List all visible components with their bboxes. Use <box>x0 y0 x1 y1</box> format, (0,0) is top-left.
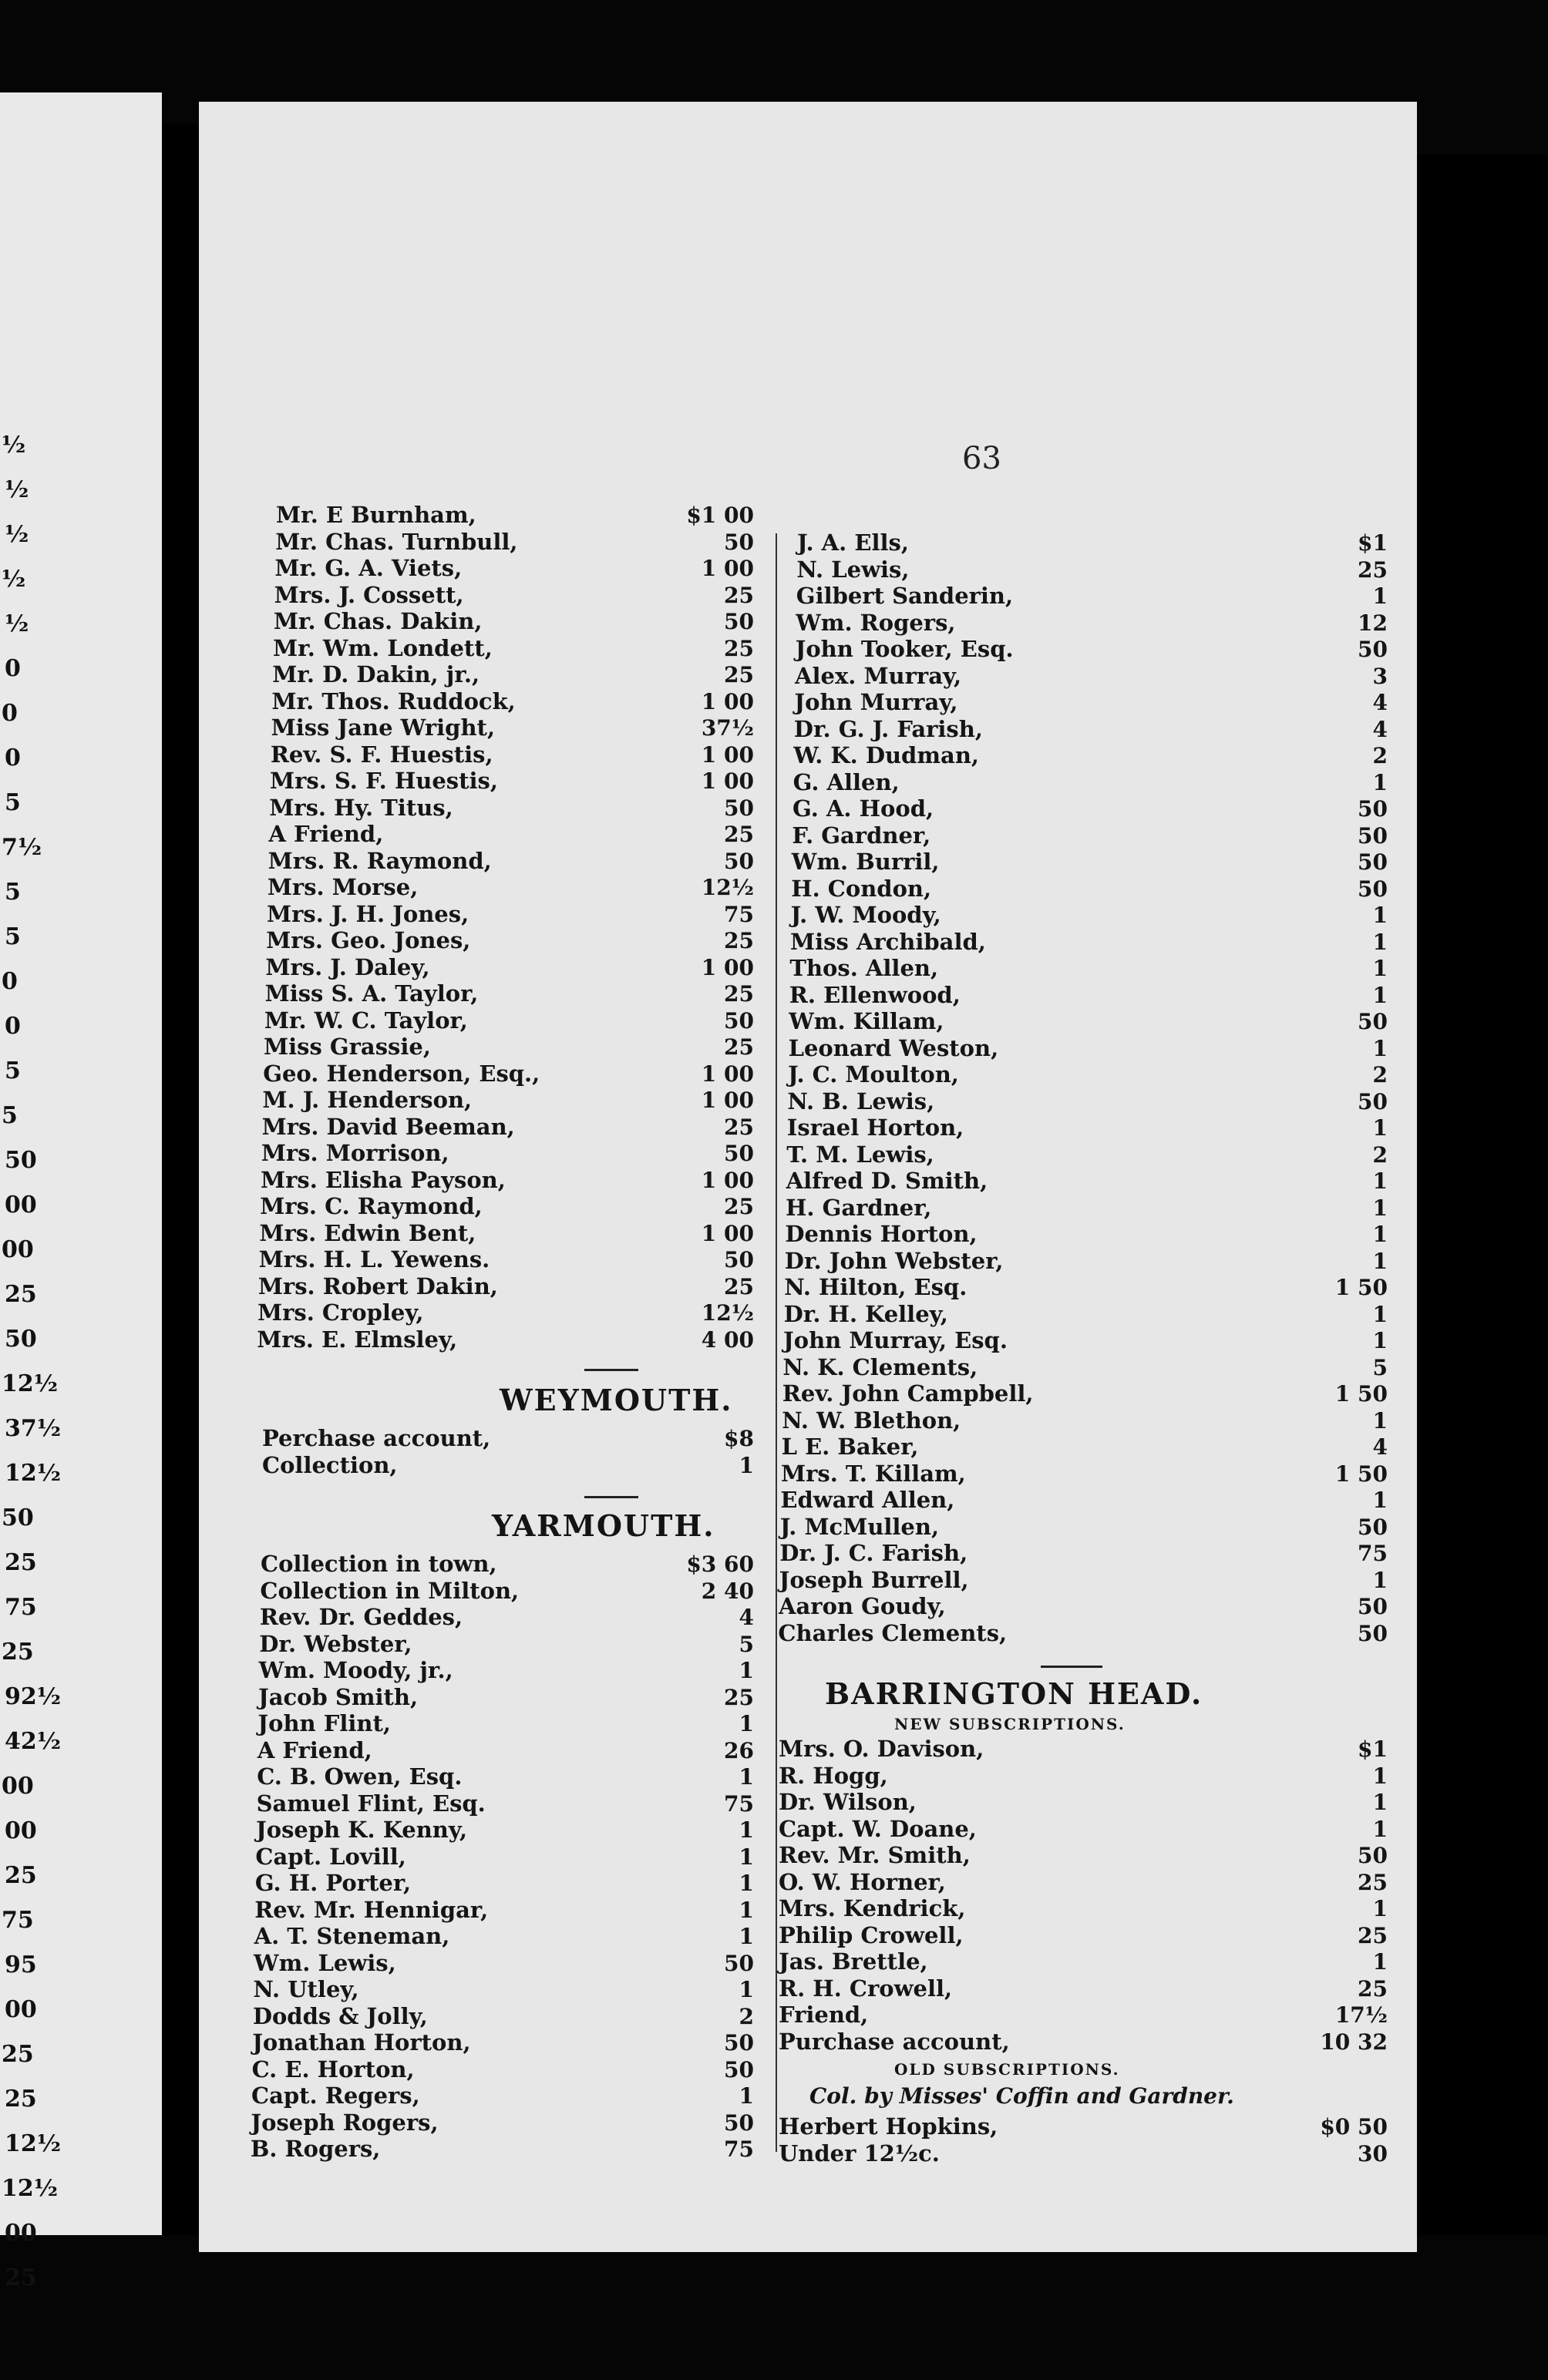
contribution-amount: 1 <box>1372 583 1388 609</box>
contribution-amount: 1 <box>739 1871 754 1896</box>
margin-fragment: 50 <box>2 1504 34 1531</box>
contribution-amount: 50 <box>724 2030 754 2056</box>
contribution-amount: 1 00 <box>701 1087 754 1113</box>
contributor-name: Mrs. S. F. Huestis, <box>270 768 498 794</box>
margin-fragment: 25 <box>2 1639 34 1666</box>
contributor-name: Rev. Mr. Hennigar, <box>254 1896 489 1923</box>
contribution-amount: 4 <box>739 1605 754 1630</box>
contributor-name: Dennis Horton, <box>785 1221 978 1247</box>
old-subscriptions-label: OLD SUBSCRIPTIONS. <box>894 2060 1120 2079</box>
contributor-name: Mrs. Robert Dakin, <box>257 1272 498 1299</box>
contributor-name: Mrs. R. Raymond, <box>268 847 492 874</box>
contributor-name: Rev. John Campbell, <box>782 1380 1034 1407</box>
contribution-amount: 75 <box>724 2136 754 2162</box>
contribution-amount: $1 <box>1358 530 1388 556</box>
collector-note: Col. by Misses' Coffin and Gardner. <box>809 2083 1234 2109</box>
contributor-name: Mrs. C. Raymond, <box>260 1193 483 1219</box>
contributor-name: A Friend, <box>268 821 384 847</box>
contributor-name: Under 12½c. <box>779 2140 940 2167</box>
contribution-amount: 1 <box>1372 1488 1388 1513</box>
contributor-name: Wm. Rogers, <box>796 609 956 636</box>
margin-fragment: 12½ <box>2 1370 59 1397</box>
margin-fragment: 00 <box>5 1817 37 1844</box>
column-divider <box>776 533 777 2152</box>
section-heading-barrington: BARRINGTON HEAD. <box>825 1676 1203 1711</box>
contributor-name: Mrs. Edwin Bent, <box>259 1219 476 1246</box>
contributor-name: Jacob Smith, <box>258 1683 419 1710</box>
contribution-amount: 25 <box>724 1114 754 1140</box>
margin-fragment: 5 <box>5 789 21 816</box>
contribution-amount: $8 <box>724 1426 754 1451</box>
contribution-amount: 50 <box>724 2109 754 2136</box>
contribution-amount: 5 <box>739 1631 754 1657</box>
contribution-amount: 50 <box>1358 1594 1388 1619</box>
contribution-amount: 25 <box>724 1684 754 1710</box>
contributor-name: M. J. Henderson, <box>262 1087 473 1113</box>
contributor-name: John Tooker, Esq. <box>795 636 1014 662</box>
contributor-name: G. Allen, <box>793 768 900 795</box>
contribution-amount: 1 <box>1372 1790 1388 1815</box>
contributor-name: Dr. J. C. Farish, <box>779 1540 968 1566</box>
contributor-name: John Murray, <box>794 689 958 715</box>
contributor-name: Mrs. Cropley, <box>257 1299 424 1326</box>
contribution-amount: 50 <box>1358 876 1388 902</box>
contribution-amount: 50 <box>724 609 754 634</box>
contributor-name: T. M. Lewis, <box>786 1141 934 1168</box>
contributor-name: Mrs. Elisha Payson, <box>261 1166 506 1193</box>
margin-fragment: 50 <box>5 1147 37 1174</box>
contribution-amount: 10 32 <box>1320 2029 1388 2055</box>
contributor-name: Capt. Lovill, <box>255 1843 406 1870</box>
contributor-name: Jas. Brettle, <box>779 1948 928 1975</box>
contribution-amount: 1 <box>1372 903 1388 928</box>
contributor-name: Mrs. E. Elmsley, <box>257 1326 458 1353</box>
contribution-amount: 4 <box>1372 1434 1388 1460</box>
contributor-name: Friend, <box>779 2002 869 2028</box>
margin-fragment: 0 <box>5 745 21 771</box>
contribution-amount: 75 <box>724 901 754 927</box>
margin-fragment: ½ <box>2 566 26 593</box>
contributor-name: Mrs. Geo. Jones, <box>266 927 471 953</box>
contribution-amount: 1 <box>1372 1567 1388 1593</box>
contribution-amount: 50 <box>1358 822 1388 849</box>
margin-fragment: 0 <box>2 968 18 995</box>
contribution-amount: 2 <box>739 2003 754 2029</box>
margin-fragment: 37½ <box>5 1415 62 1442</box>
contributor-name: Dr. H. Kelley, <box>783 1300 948 1327</box>
contribution-amount: 17½ <box>1334 2002 1388 2028</box>
contribution-amount: 1 <box>739 1817 754 1843</box>
contribution-amount: 50 <box>1358 796 1388 822</box>
contributor-name: Collection in Milton, <box>260 1577 520 1604</box>
contributor-name: N. Utley, <box>253 1976 359 2002</box>
contribution-amount: 5 <box>1372 1354 1388 1380</box>
contribution-amount: 1 <box>1372 1168 1388 1194</box>
contribution-amount: 2 <box>1372 743 1388 768</box>
contribution-amount: 1 <box>1372 1195 1388 1221</box>
margin-fragment: 25 <box>5 1549 37 1576</box>
contribution-amount: 1 <box>1372 1035 1388 1061</box>
margin-fragment: 5 <box>5 923 21 950</box>
contributor-name: Wm. Killam, <box>789 1008 944 1034</box>
contribution-amount: 1 <box>1372 956 1388 981</box>
contributor-name: Mrs. David Beeman, <box>261 1113 515 1140</box>
contributor-name: Alex. Murray, <box>795 662 962 689</box>
contributor-name: Mr. W. C. Taylor, <box>264 1007 468 1034</box>
contributor-name: Dr. John Webster, <box>784 1247 1004 1274</box>
contributor-name: Wm. Burril, <box>791 849 940 875</box>
contribution-amount: 1 <box>739 1844 754 1870</box>
contribution-amount: 25 <box>724 822 754 847</box>
contributor-name: Perchase account, <box>262 1425 491 1451</box>
contribution-amount: 1 <box>1372 1896 1388 1921</box>
margin-fragment: ½ <box>5 476 29 503</box>
contributor-name: Mrs. J. H. Jones, <box>267 900 469 927</box>
contribution-amount: 50 <box>724 1247 754 1272</box>
contribution-amount: 1 00 <box>701 556 754 581</box>
contribution-amount: 75 <box>724 1790 754 1817</box>
contributor-name: Mr. D. Dakin, jr., <box>272 661 480 687</box>
contributor-name: J. C. Moulton, <box>788 1061 959 1087</box>
contributor-name: Joseph K. Kenny, <box>256 1817 468 1843</box>
contribution-amount: 50 <box>1358 849 1388 875</box>
contribution-amount: 1 <box>1372 1407 1388 1434</box>
contribution-amount: 4 <box>1372 690 1388 715</box>
section-heading-yarmouth: YARMOUTH. <box>492 1508 715 1543</box>
contributor-name: R. Ellenwood, <box>789 981 961 1008</box>
contributor-name: B. Rogers, <box>250 2136 381 2162</box>
contributor-name: Mrs. O. Davison, <box>779 1736 984 1762</box>
contributor-name: Purchase account, <box>779 2028 1010 2055</box>
contribution-amount: $3 60 <box>686 1551 754 1577</box>
contribution-amount: 1 00 <box>701 768 754 794</box>
contribution-amount: 1 <box>1372 1248 1388 1274</box>
contributor-name: N. B. Lewis, <box>787 1087 935 1114</box>
margin-fragment: 75 <box>5 1594 37 1621</box>
contribution-amount: 25 <box>724 1273 754 1299</box>
contributor-name: Mrs. J. Daley, <box>265 953 430 980</box>
margin-fragment: 00 <box>5 2220 37 2247</box>
contributor-name: Thos. Allen, <box>789 955 939 981</box>
contribution-amount: 50 <box>724 848 754 874</box>
contributor-name: Joseph Burrell, <box>779 1566 969 1593</box>
contribution-amount: 4 00 <box>701 1326 754 1353</box>
contributor-name: Rev. Mr. Smith, <box>779 1842 971 1868</box>
contributor-name: Jonathan Horton, <box>252 2029 471 2056</box>
margin-fragment: 00 <box>2 1236 34 1263</box>
contributor-name: L E. Baker, <box>781 1434 919 1460</box>
contribution-amount: 37½ <box>701 715 754 741</box>
contributor-name: Capt. Regers, <box>251 2082 420 2109</box>
contribution-amount: 1 <box>739 1897 754 1923</box>
contribution-amount: 26 <box>724 1737 754 1763</box>
contributor-name: Collection in town, <box>261 1551 497 1577</box>
contribution-amount: 25 <box>724 981 754 1007</box>
contributor-name: Dodds & Jolly, <box>252 2002 428 2029</box>
contributor-name: Israel Horton, <box>786 1114 964 1141</box>
contributor-name: Mr. Chas. Turnbull, <box>275 528 518 555</box>
contributor-name: Charles Clements, <box>778 1619 1008 1646</box>
margin-fragment: 95 <box>5 1951 37 1978</box>
contributor-name: J. W. Moody, <box>790 902 941 928</box>
contribution-amount: 1 <box>1372 1328 1388 1353</box>
contribution-amount: 1 <box>1372 982 1388 1008</box>
contribution-amount: 1 <box>1372 1222 1388 1247</box>
contributor-name: N. Lewis, <box>796 556 910 583</box>
contributor-name: Miss Jane Wright, <box>271 714 496 741</box>
contribution-amount: 1 <box>739 1658 754 1683</box>
contributor-name: R. H. Crowell, <box>779 1975 953 2002</box>
contributor-name: A Friend, <box>257 1736 372 1763</box>
contribution-amount: 25 <box>1358 1975 1388 2002</box>
contributor-name: Geo. Henderson, Esq., <box>263 1060 540 1087</box>
contributor-name: C. B. Owen, Esq. <box>257 1763 463 1790</box>
contributor-name: Dr. Webster, <box>259 1630 412 1657</box>
contribution-amount: 50 <box>1358 1009 1388 1034</box>
contributor-name: Rev. S. F. Huestis, <box>270 741 493 768</box>
contribution-amount: 1 00 <box>701 1061 754 1087</box>
section-heading-weymouth: WEYMOUTH. <box>500 1383 733 1417</box>
contribution-amount: 50 <box>724 795 754 821</box>
contribution-amount: 1 <box>739 1924 754 1949</box>
contributor-name: R. Hogg, <box>779 1762 888 1789</box>
contribution-amount: 25 <box>724 1194 754 1219</box>
contribution-amount: 1 00 <box>701 1220 754 1246</box>
margin-fragment: 50 <box>5 1326 37 1353</box>
margin-fragment: 12½ <box>5 2130 62 2157</box>
contribution-amount: 1 <box>1372 929 1388 955</box>
book-gutter <box>162 123 199 2235</box>
book-page <box>199 102 1417 2252</box>
contributor-name: W. K. Dudman, <box>793 742 979 768</box>
contributor-name: Mrs. Kendrick, <box>779 1895 966 1921</box>
contributor-name: Mrs. J. Cossett, <box>274 581 464 608</box>
contribution-amount: 1 <box>739 1977 754 2002</box>
contribution-amount: $1 00 <box>686 503 754 528</box>
contribution-amount: 12½ <box>701 875 754 900</box>
contributor-name: C. E. Horton, <box>251 2056 415 2082</box>
margin-fragment: 75 <box>2 1907 34 1934</box>
contributor-name: Edward Allen, <box>780 1487 955 1513</box>
margin-fragment: 25 <box>2 2041 34 2068</box>
contributor-name: G. H. Porter, <box>254 1870 412 1896</box>
section-rule <box>1041 1666 1102 1668</box>
margin-fragment: 0 <box>5 655 21 682</box>
contributor-name: Alfred D. Smith, <box>786 1168 988 1194</box>
section-rule <box>584 1369 638 1371</box>
contributor-name: Samuel Flint, Esq. <box>256 1790 486 1817</box>
contributor-column-right <box>779 530 1395 2226</box>
contributor-name: N. Hilton, Esq. <box>784 1274 968 1300</box>
contributor-name: Dr. G. J. Farish, <box>793 715 983 742</box>
contributor-name: Miss Grassie, <box>264 1034 431 1060</box>
contributor-name: Mr. Chas. Dakin, <box>273 608 483 634</box>
contributor-name: Mrs. Morse, <box>267 874 419 900</box>
contributor-name: John Murray, Esq. <box>783 1327 1008 1353</box>
contribution-amount: 12 <box>1358 610 1388 636</box>
margin-fragment: 25 <box>5 2264 37 2291</box>
contributor-name: N. K. Clements, <box>782 1353 978 1380</box>
contributor-name: Mr. Thos. Ruddock, <box>271 687 516 714</box>
contribution-amount: 1 <box>739 1711 754 1736</box>
contribution-amount: 30 <box>1358 2140 1388 2167</box>
contributor-name: Wm. Lewis, <box>254 1949 396 1976</box>
margin-fragment: 25 <box>5 2086 37 2113</box>
contribution-amount: 50 <box>1358 1620 1388 1646</box>
contribution-amount: 1 00 <box>701 1167 754 1193</box>
contribution-amount: 50 <box>724 1950 754 1976</box>
contribution-amount: 1 50 <box>1334 1461 1388 1487</box>
contributor-name: Miss Archibald, <box>790 928 986 955</box>
contributor-name: Joseph Rogers, <box>251 2109 439 2136</box>
contribution-amount: $1 <box>1358 1736 1388 1762</box>
contributor-name: Miss S. A. Taylor, <box>264 980 479 1007</box>
contributor-name: H. Gardner, <box>786 1194 932 1221</box>
contributor-name: Collection, <box>262 1451 398 1478</box>
contributor-name: Rev. Dr. Geddes, <box>259 1604 463 1630</box>
contributor-name: Leonard Weston, <box>788 1034 999 1061</box>
margin-fragment: 42½ <box>5 1728 62 1755</box>
margin-fragment: ½ <box>5 521 29 548</box>
contribution-amount: 1 <box>1372 1763 1388 1789</box>
margin-fragment: 12½ <box>5 1460 62 1487</box>
contributor-name: N. W. Blethon, <box>782 1407 961 1434</box>
margin-fragment: 7½ <box>2 834 42 861</box>
contributor-name: Philip Crowell, <box>779 1921 964 1948</box>
contribution-amount: 1 <box>739 1764 754 1790</box>
margin-fragment: 00 <box>2 1773 34 1800</box>
contribution-amount: $0 50 <box>1320 2114 1388 2140</box>
contribution-amount: 1 00 <box>701 741 754 768</box>
contributor-name: Capt. W. Doane, <box>779 1815 977 1842</box>
contribution-amount: 25 <box>724 582 754 608</box>
margin-fragment: 0 <box>5 1013 21 1040</box>
film-edge <box>1417 154 1548 2235</box>
margin-fragment: 92½ <box>5 1683 62 1710</box>
contribution-amount: 1 <box>1372 1115 1388 1141</box>
contribution-amount: 1 00 <box>701 688 754 714</box>
contributor-name: H. Condon, <box>791 875 932 902</box>
contributor-name: John Flint, <box>257 1710 391 1736</box>
margin-fragment: 25 <box>5 1862 37 1889</box>
contribution-amount: 12½ <box>701 1300 754 1326</box>
contributor-name: Mrs. Hy. Titus, <box>269 794 453 821</box>
contribution-amount: 25 <box>724 635 754 661</box>
contribution-amount: 1 <box>1372 1301 1388 1327</box>
contribution-amount: 1 50 <box>1334 1381 1388 1407</box>
contribution-amount: 25 <box>1358 1922 1388 1948</box>
margin-fragment: 5 <box>5 879 21 906</box>
margin-fragment: 25 <box>5 1281 37 1308</box>
contribution-amount: 50 <box>1358 637 1388 662</box>
contributor-name: Mrs. H. L. Yewens. <box>258 1246 490 1272</box>
contribution-amount: 50 <box>1358 1088 1388 1114</box>
contributor-name: O. W. Horner, <box>779 1868 946 1895</box>
contribution-amount: 25 <box>724 928 754 953</box>
contribution-amount: 1 <box>1372 769 1388 795</box>
contributor-name: Mr. Wm. Londett, <box>273 634 493 661</box>
previous-page-edge <box>0 92 162 2291</box>
contribution-amount: 3 <box>1372 663 1388 689</box>
section-rule <box>584 1496 638 1498</box>
contributor-name: Dr. Wilson, <box>779 1789 917 1815</box>
contribution-amount: 50 <box>724 1141 754 1166</box>
contribution-amount: 25 <box>1358 556 1388 583</box>
contributor-name: G. A. Hood, <box>793 795 934 822</box>
margin-fragment: 00 <box>5 1192 37 1219</box>
contribution-amount: 50 <box>1358 1514 1388 1540</box>
margin-fragment: 00 <box>5 1996 37 2023</box>
contribution-amount: 2 <box>1372 1062 1388 1087</box>
contributor-name: F. Gardner, <box>792 822 931 849</box>
contributor-name: Mrs. T. Killam, <box>781 1460 966 1487</box>
contributor-name: Herbert Hopkins, <box>779 2113 998 2140</box>
contributor-name: Wm. Moody, jr., <box>258 1657 453 1683</box>
contribution-amount: 1 <box>1372 1949 1388 1975</box>
page-number: 63 <box>962 441 1001 476</box>
contribution-amount: 25 <box>1358 1869 1388 1895</box>
margin-fragment: 5 <box>5 1057 21 1084</box>
contribution-amount: 25 <box>724 662 754 687</box>
margin-fragment: 12½ <box>2 2175 59 2202</box>
contribution-amount: 1 <box>1372 1816 1388 1842</box>
contribution-amount: 2 <box>1372 1141 1388 1168</box>
contributor-name: Mr. G. A. Viets, <box>274 555 463 581</box>
margin-fragment: ½ <box>2 432 26 459</box>
contributor-name: Mr. E Burnham, <box>276 502 476 528</box>
contribution-amount: 75 <box>1358 1541 1388 1566</box>
new-subscriptions-label: NEW SUBSCRIPTIONS. <box>894 1715 1126 1733</box>
contribution-amount: 50 <box>724 1007 754 1034</box>
contribution-amount: 50 <box>1358 1843 1388 1868</box>
contribution-amount: 1 <box>739 1452 754 1478</box>
contributor-name: Gilbert Sanderin, <box>796 583 1014 609</box>
contributor-name: Aaron Goudy, <box>779 1593 946 1619</box>
contribution-amount: 4 <box>1372 716 1388 742</box>
contributor-name: J. McMullen, <box>779 1513 940 1540</box>
contribution-amount: 1 <box>739 2083 754 2109</box>
contribution-amount: 1 50 <box>1334 1275 1388 1300</box>
margin-fragment: 0 <box>2 700 18 727</box>
margin-fragment: 5 <box>2 1102 18 1129</box>
contribution-amount: 25 <box>724 1034 754 1060</box>
margin-fragment: ½ <box>5 610 29 637</box>
contribution-amount: 2 40 <box>701 1578 754 1604</box>
contributor-name: A. T. Steneman, <box>254 1923 450 1949</box>
contribution-amount: 50 <box>724 529 754 555</box>
contribution-amount: 1 00 <box>701 954 754 980</box>
contribution-amount: 50 <box>724 2056 754 2082</box>
contributor-name: Mrs. Morrison, <box>261 1140 449 1166</box>
contributor-name: J. A. Ells, <box>797 529 909 556</box>
